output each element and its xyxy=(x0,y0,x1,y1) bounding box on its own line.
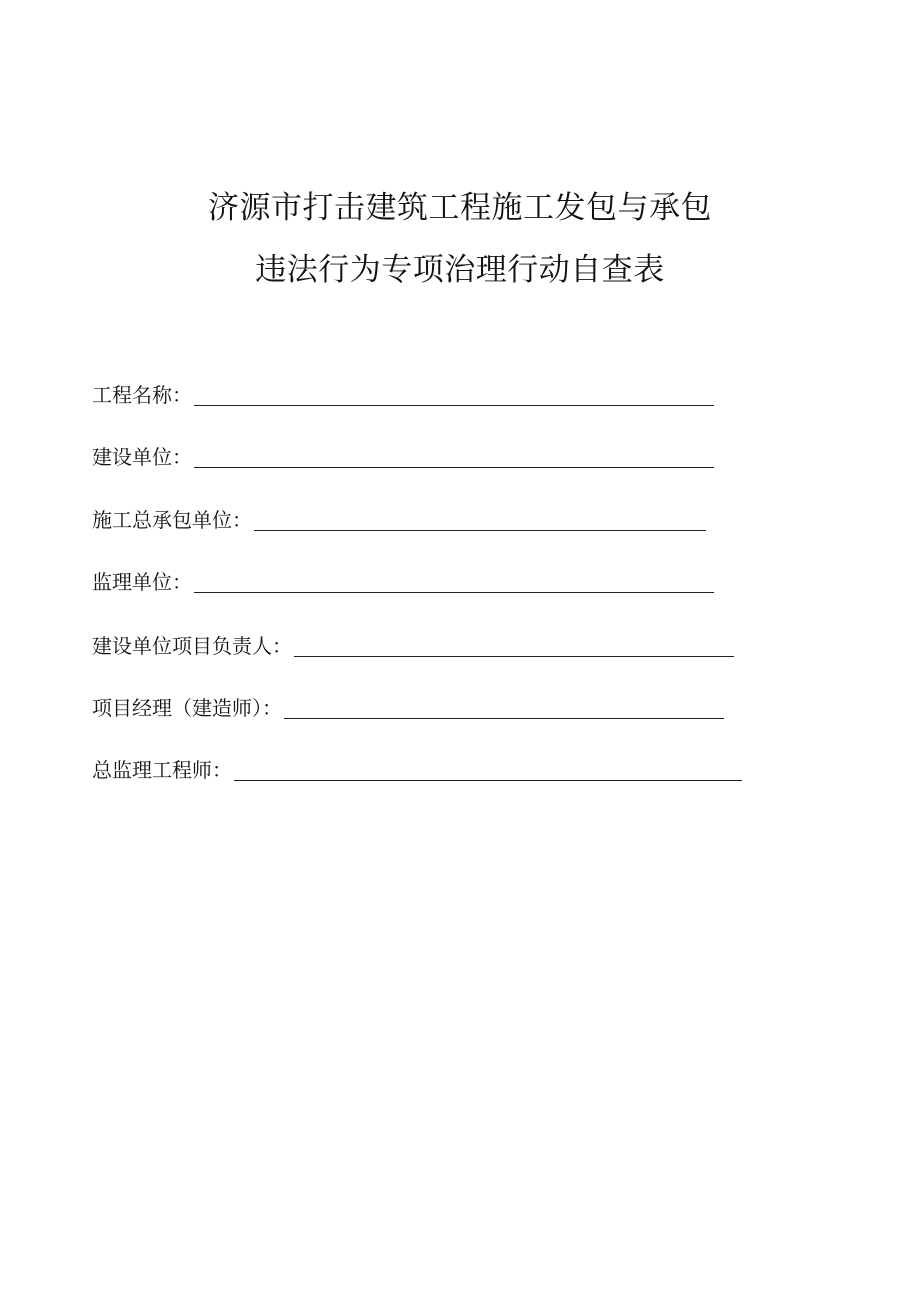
blank-line-construction-unit[interactable] xyxy=(194,467,714,468)
field-project-name xyxy=(92,378,714,410)
field-supervision-unit xyxy=(92,565,714,597)
field-general-contractor xyxy=(92,503,706,535)
blank-line-supervision-unit[interactable] xyxy=(194,592,714,593)
field-chief-supervision-engineer xyxy=(92,753,742,785)
blank-line-chief-supervision-engineer[interactable] xyxy=(234,780,742,781)
field-label-owner-project-lead: 建设单位项目负责人： xyxy=(92,634,292,658)
field-construction-unit xyxy=(92,440,714,472)
field-label-project-name: 工程名称： xyxy=(92,383,192,407)
field-owner-project-lead xyxy=(92,629,734,661)
document-title-line-2: 违法行为专项治理行动自查表 xyxy=(255,252,665,288)
blank-line-project-manager[interactable] xyxy=(284,718,724,719)
field-label-construction-unit: 建设单位： xyxy=(92,445,192,469)
blank-line-general-contractor[interactable] xyxy=(254,530,706,531)
document-title-line-1: 济源市打击建筑工程施工发包与承包 xyxy=(208,190,712,226)
field-label-general-contractor: 施工总承包单位： xyxy=(92,508,252,532)
blank-line-project-name[interactable] xyxy=(194,405,714,406)
field-label-chief-supervision-engineer: 总监理工程师： xyxy=(92,758,232,782)
field-label-project-manager: 项目经理（建造师）： xyxy=(92,696,282,720)
blank-line-owner-project-lead[interactable] xyxy=(294,656,734,657)
field-project-manager xyxy=(92,691,724,723)
field-label-supervision-unit: 监理单位： xyxy=(92,570,192,594)
